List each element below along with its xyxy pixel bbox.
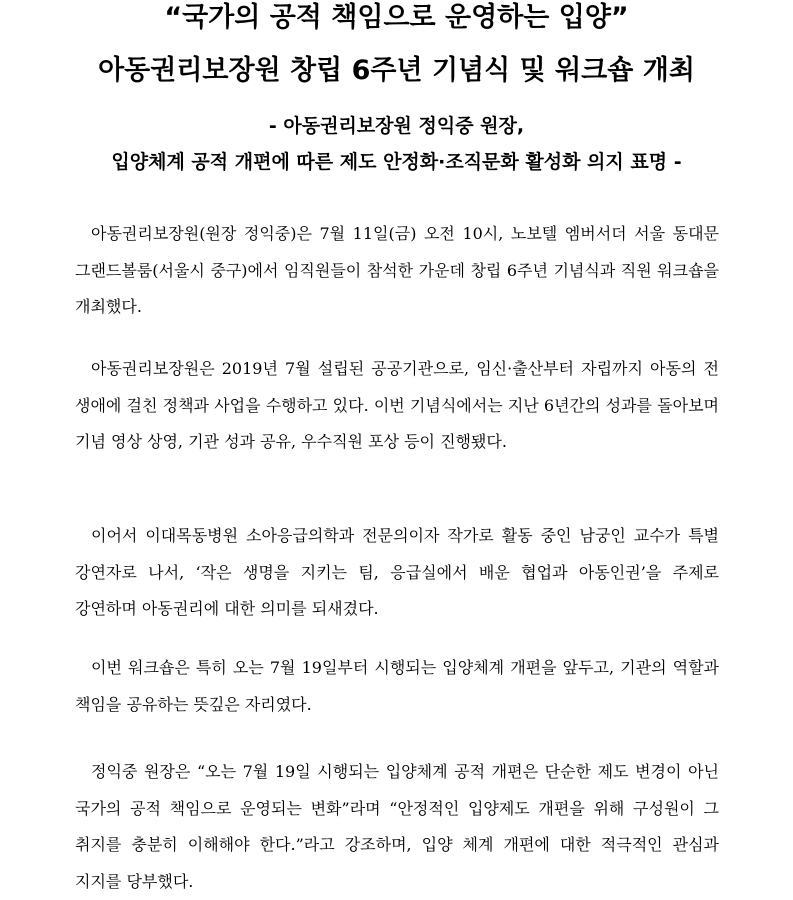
headline-line-2: 아동권리보장원 창립 6주년 기념식 및 워크숍 개최 xyxy=(98,55,695,86)
body-paragraph-4: 이번 워크숍은 특히 오는 7월 19일부터 시행되는 입양체계 개편을 앞두고, 기관의 역할과 책임을 공유하는 뜻깊은 자리였다. xyxy=(75,658,719,714)
subheadline-line-1: - 아동권리보장원 정익중 원장, xyxy=(268,115,525,137)
subheadline-line-2: 입양체계 공적 개편에 따른 제도 안정화·조직문화 활성화 의지 표명 - xyxy=(111,151,682,173)
headline-line-1: “국가의 공적 책임으로 운영하는 입양” xyxy=(164,2,629,33)
body-paragraph-5: 정익중 원장은 “오는 7월 19일 시행되는 입양체계 공적 개편은 단순한 제도 변경이 아닌 국가의 공적 책임으로 운영되는 변화”라며 “안정적인 입양제도 개편을 위해 구성원이 그 취지를 충분히 이해해야 한다.”라고 강조하며, 입양 체계 개편에 대한 적극적인 관심과 지지를 당부했다. xyxy=(75,762,719,891)
body-paragraph-2: 아동권리보장원은 2019년 7월 설립된 공공기관으로, 임신·출산부터 자립까지 아동의 전 생애에 걸친 정책과 사업을 수행하고 있다. 이번 기념식에서는 지난 6년간의 성과를 돌아보며 기념 영상 상영, 기관 성과 공유, 우수직원 포상 등이 진행됐다. xyxy=(75,359,719,451)
body-paragraph-1: 아동권리보장원(원장 정익중)은 7월 11일(금) 오전 10시, 노보텔 엠버서더 서울 동대문 그랜드볼룸(서울시 중구)에서 임직원들이 참석한 가운데 창립 6주년 기념식과 직원 워크숍을 개최했다. xyxy=(75,224,719,316)
body-paragraph-3: 이어서 이대목동병원 소아응급의학과 전문의이자 작가로 활동 중인 남궁인 교수가 특별 강연자로 나서, ‘작은 생명을 지키는 팀, 응급실에서 배운 협업과 아동인권’을 주제로 강연하며 아동권리에 대한 의미를 되새겼다. xyxy=(75,526,719,618)
